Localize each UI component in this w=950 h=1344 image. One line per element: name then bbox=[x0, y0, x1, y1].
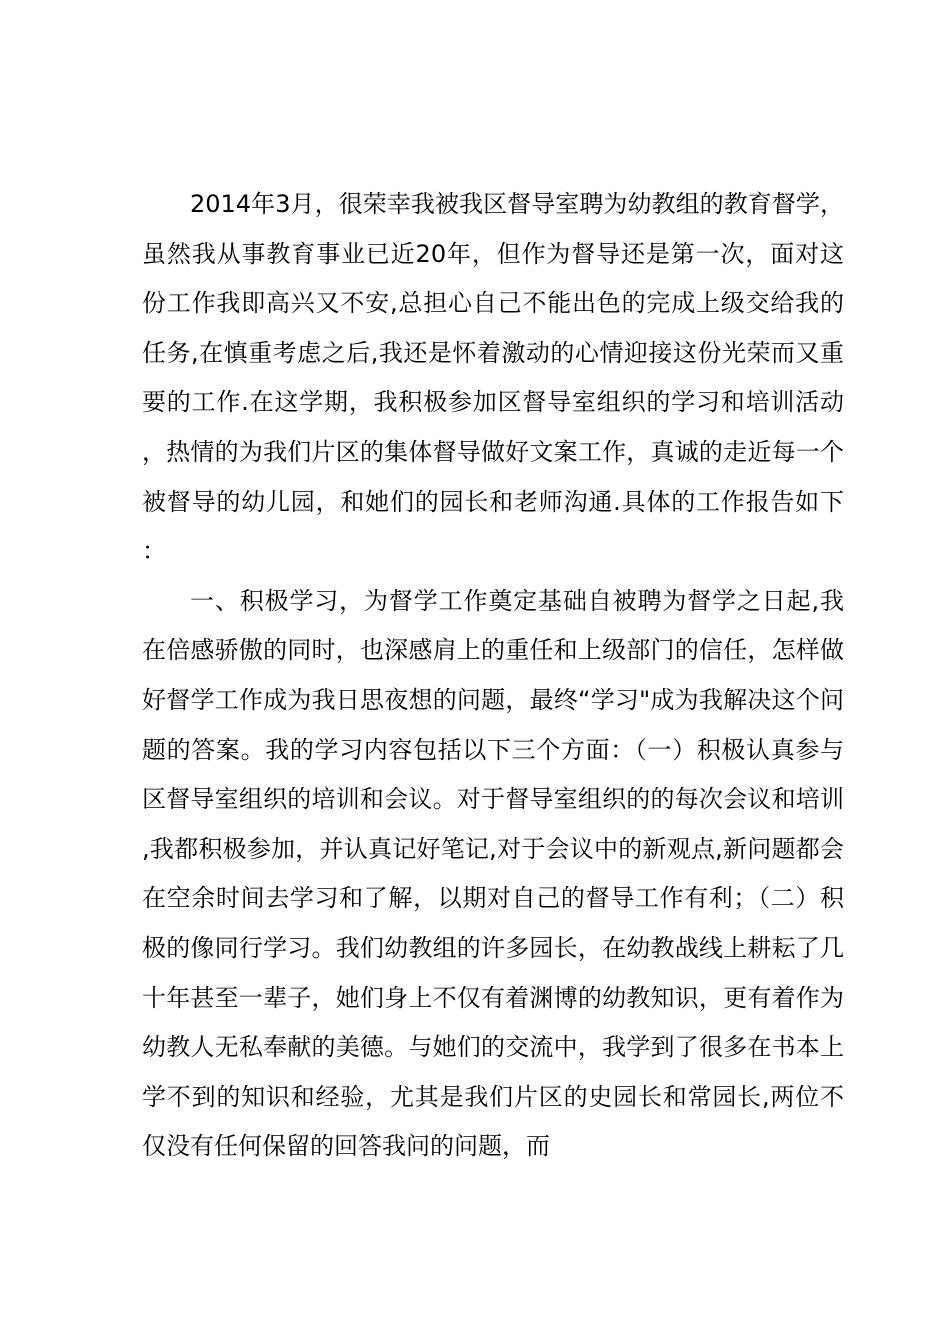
document-body bbox=[142, 180, 844, 1172]
paragraph-intro: 2014年3月，很荣幸我被我区督导室聘为幼教组的教育督学，虽然我从事教育事业已近20年，但作为督导还是第一次，面对这份工作我即高兴又不安,总担心自己不能出色的完成上级交给我的任务,在慎重考虑之后,我还是怀着激动的心情迎接这份光荣而又重要的工作.在这学期，我积极参加区督导室组织的学习和培训活动，热情的为我们片区的集体督导做好文案工作，真诚的走近每一个被督导的幼儿园，和她们的园长和老师沟通.具体的工作报告如下： bbox=[142, 190, 844, 566]
paragraph-section-one: 一、积极学习，为督学工作奠定基础自被聘为督学之日起,我在倍感骄傲的同时，也深感肩上的重任和上级部门的信任，怎样做好督学工作成为我日思夜想的问题，最终“学习"成为我解决这个问题的答案。我的学习内容包括以下三个方面：（一）积极认真参与区督导室组织的培训和会议。对于督导室组织的的每次会议和培训,我都积极参加，并认真记好笔记,对于会议中的新观点,新问题都会在空余时间去学习和了解，以期对自己的督导工作有利；（二）积极的像同行学习。我们幼教组的许多园长，在幼教战线上耕耘了几十年甚至一辈子，她们身上不仅有着渊博的幼教知识，更有着作为幼教人无私奉献的美德。与她们的交流中，我学到了很多在书本上学不到的知识和经验，尤其是我们片区的史园长和常园长,两位不仅没有任何保留的回答我问的问题，而 bbox=[142, 586, 844, 1161]
